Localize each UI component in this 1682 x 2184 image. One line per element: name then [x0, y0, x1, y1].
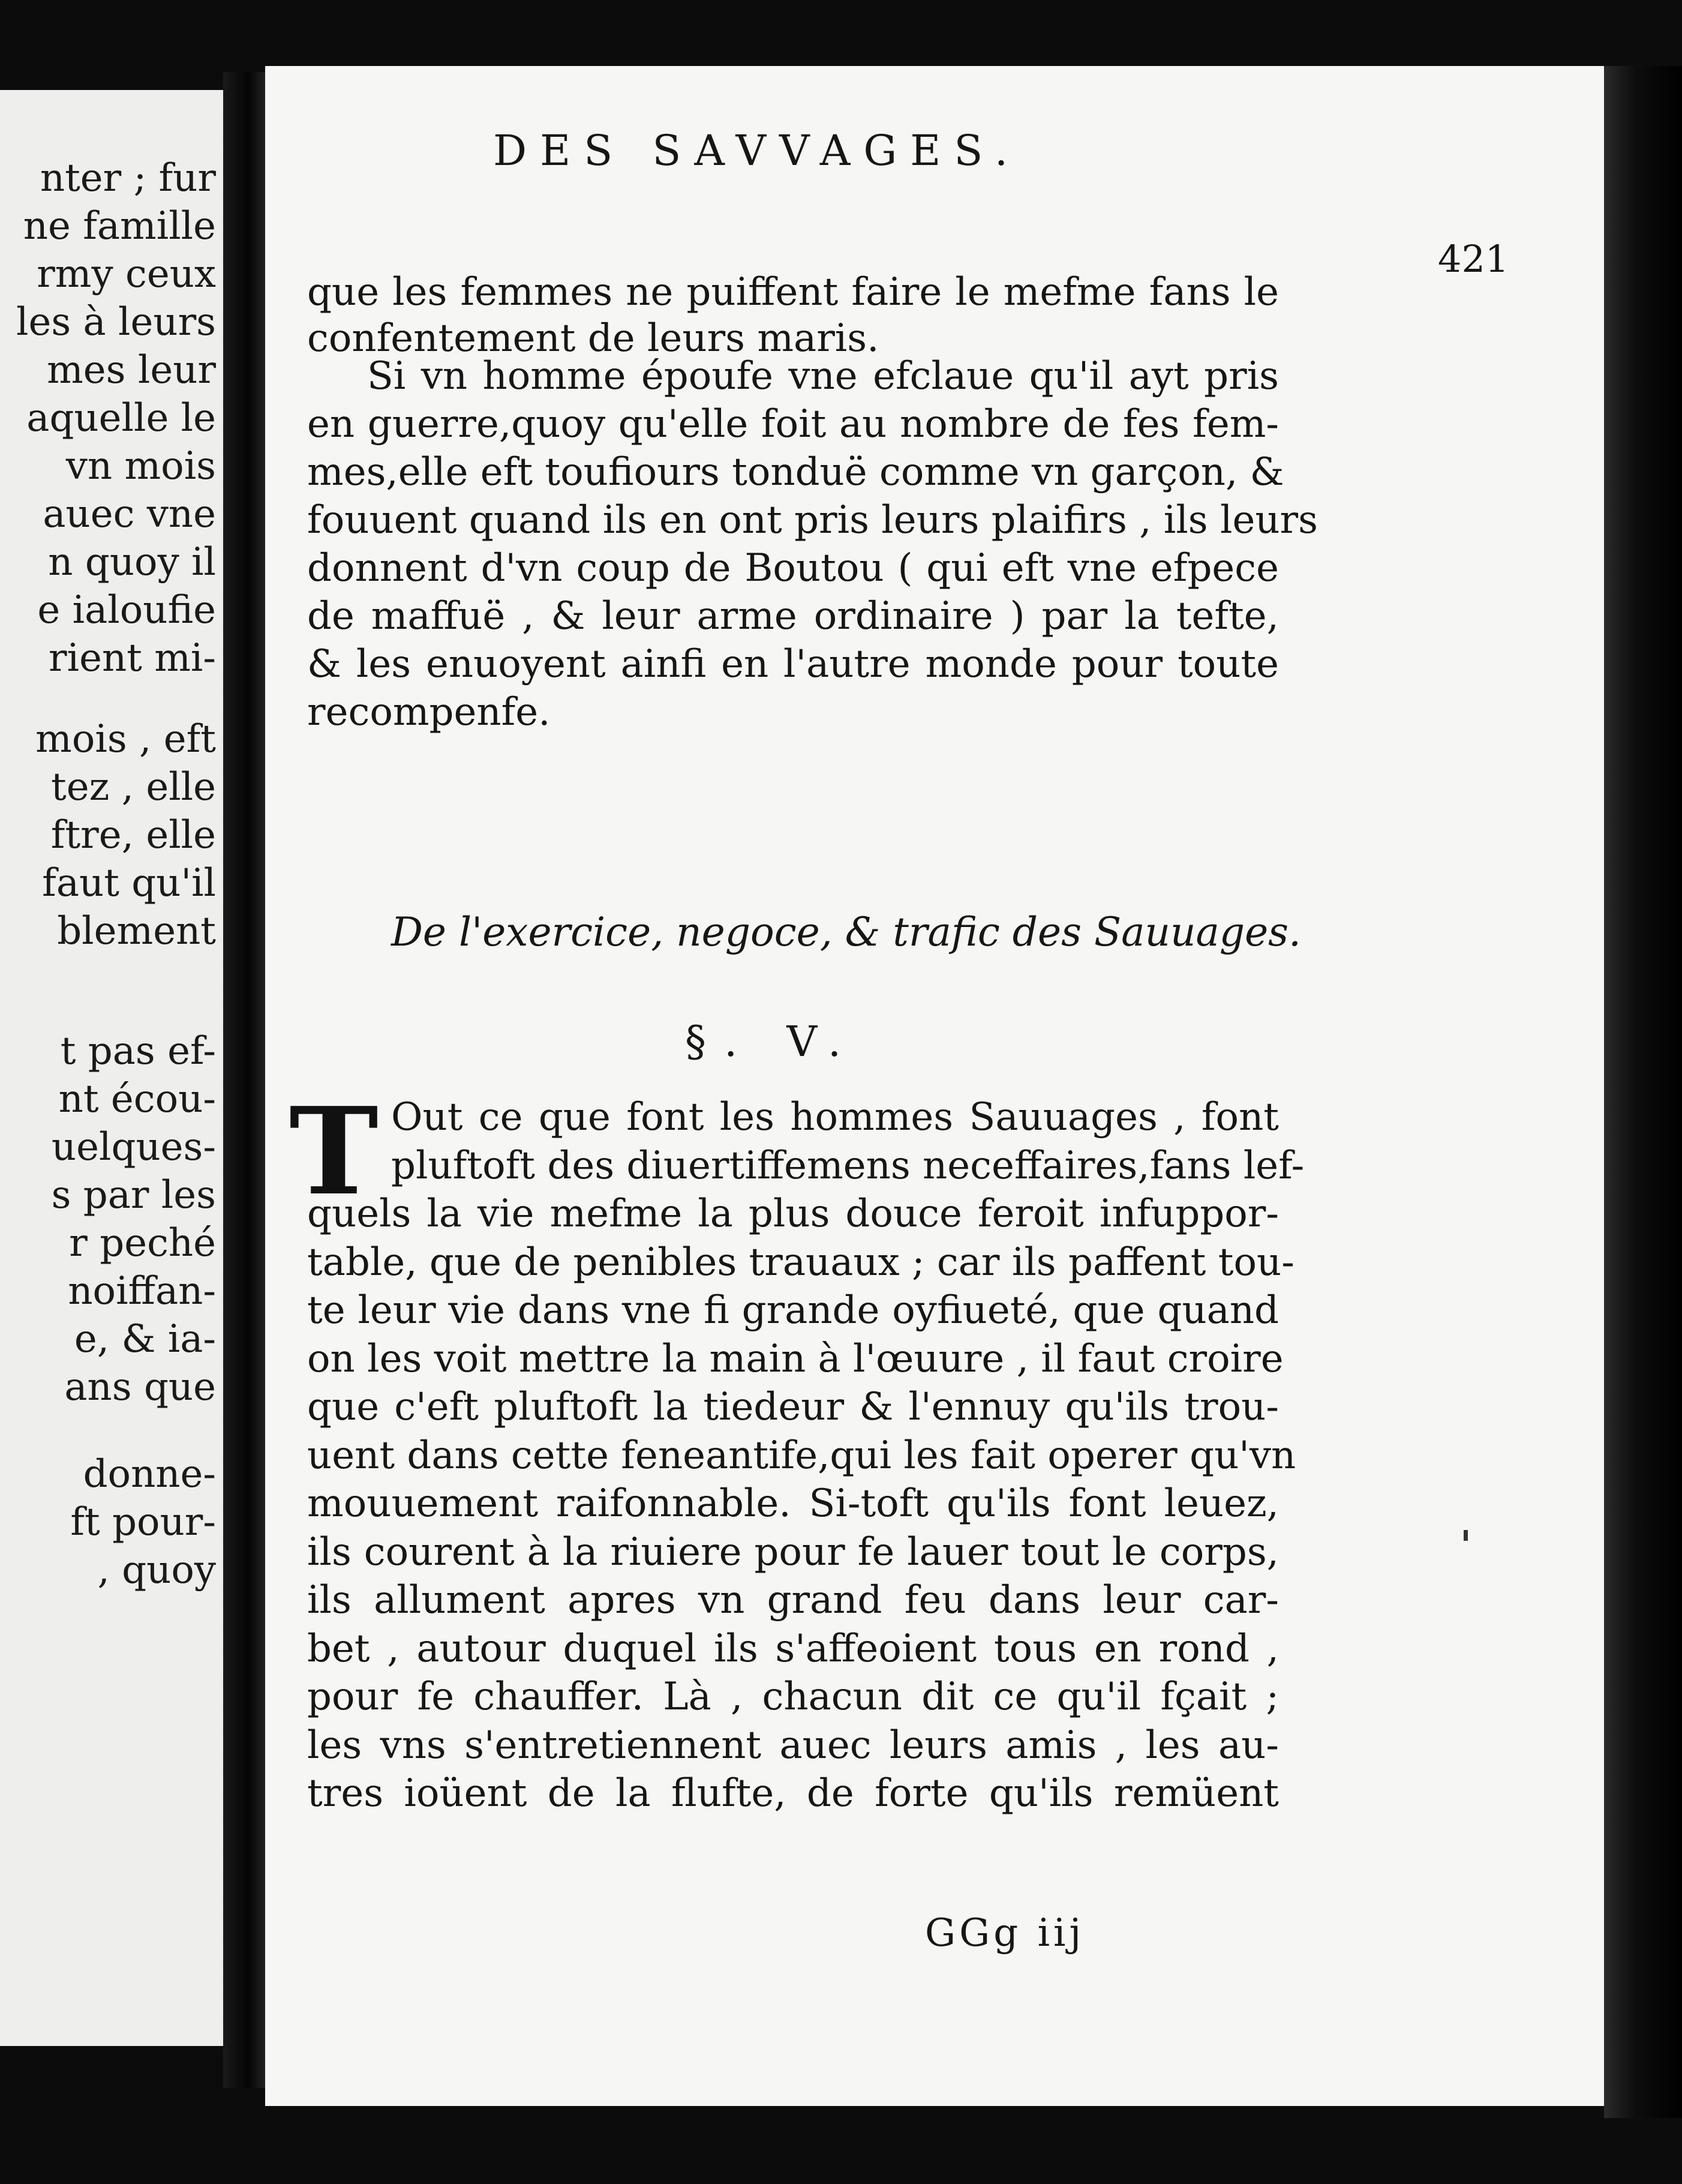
- left-page-line: vn mois: [65, 444, 216, 488]
- text-line: donnent d'vn coup de Boutou ( qui eft vne efpece: [307, 546, 1279, 590]
- right-page: [265, 66, 1604, 2106]
- text-line: tres ioüent de la flufte, de forte qu'ils remüent: [307, 1771, 1279, 1816]
- page-number: 421: [1438, 237, 1509, 281]
- text-line: de maffuë , & leur arme ordinaire ) par la tefte,: [307, 594, 1279, 638]
- text-line: que les femmes ne puiffent faire le mefme fans le: [307, 270, 1279, 314]
- left-page-line: auec vne: [43, 492, 216, 536]
- text-line: Si vn homme époufe vne efclaue qu'il ayt pris: [367, 354, 1279, 398]
- left-page-line: les à leurs: [16, 300, 216, 344]
- left-page-line: mois , eft: [35, 717, 216, 761]
- left-page-line: aquelle le: [26, 396, 216, 440]
- left-page-line: n quoy il: [48, 540, 216, 584]
- text-line: te leur vie dans vne fi grande oyfiueté, que quand: [307, 1288, 1279, 1333]
- left-page-line: e, & ia-: [74, 1317, 216, 1361]
- text-line: fouuent quand ils en ont pris leurs plaifirs , ils leurs: [307, 498, 1318, 542]
- running-head: DES SAVVAGES.: [493, 126, 1022, 175]
- text-line: que c'eft pluftoft la tiedeur & l'ennuy qu'ils trou-: [307, 1385, 1279, 1429]
- text-line: pluftoft des diuertiffemens neceffaires,fans lef-: [391, 1143, 1305, 1188]
- left-page-line: t pas ef-: [60, 1029, 216, 1073]
- text-line: uent dans cette feneantife,qui les fait operer qu'vn: [307, 1433, 1296, 1478]
- text-line: confentement de leurs maris.: [307, 316, 879, 361]
- text-line: Out ce que font les hommes Sauuages , font: [391, 1095, 1279, 1139]
- left-page-line: faut qu'il: [42, 861, 216, 905]
- left-page-line: e ialoufie: [37, 588, 216, 632]
- signature-mark: GGg iij: [925, 1911, 1085, 1955]
- section-mark: §. V.: [685, 1017, 860, 1066]
- text-line: bet , autour duquel ils s'affeoient tous en rond ,: [307, 1626, 1279, 1671]
- left-page-line: rient mi-: [49, 636, 216, 680]
- left-page-line: noiffan-: [68, 1269, 216, 1313]
- left-page-line: rmy ceux: [37, 252, 216, 296]
- text-line: & les enuoyent ainfi en l'autre monde pour toute: [307, 642, 1279, 686]
- text-line: on les voit mettre la main à l'œuure , il faut croire: [307, 1336, 1284, 1381]
- right-book-edge: [1604, 66, 1682, 2118]
- left-page-line: nt écou-: [58, 1077, 216, 1121]
- text-line: pour fe chauffer. Là , chacun dit ce qu'il fçait ;: [307, 1675, 1279, 1719]
- left-page-fragment: [0, 90, 223, 2046]
- left-page-line: s par les: [51, 1173, 216, 1217]
- left-page-line: blement: [57, 909, 216, 953]
- text-line: table, que de penibles trauaux ; car ils paffent tou-: [307, 1240, 1294, 1285]
- text-line: mouuement raifonnable. Si-toft qu'ils font leuez,: [307, 1481, 1279, 1526]
- text-line: ils allument apres vn grand feu dans leur car-: [307, 1578, 1279, 1622]
- book-gutter: [223, 72, 265, 2088]
- text-line: en guerre,quoy qu'elle foit au nombre de fes fem-: [307, 402, 1279, 446]
- text-line: ils courent à la riuiere pour fe lauer tout le corps,: [307, 1529, 1279, 1574]
- left-page-line: tez , elle: [50, 765, 216, 809]
- left-page-line: r peché: [69, 1221, 216, 1265]
- left-page-line: donne-: [83, 1452, 216, 1496]
- left-page-line: nter ; fur: [40, 156, 216, 200]
- text-line: quels la vie mefme la plus douce feroit infuppor-: [307, 1192, 1279, 1236]
- left-page-line: ne famille: [23, 204, 216, 248]
- section-heading: De l'exercice, negoce, & trafic des Sauuages.: [391, 909, 1302, 955]
- left-page-line: ans que: [64, 1365, 216, 1409]
- text-line: recompenfe.: [307, 690, 551, 734]
- left-page-line: ftre, elle: [50, 813, 216, 857]
- left-page-line: ft pour-: [70, 1500, 216, 1544]
- ink-speck: [1464, 1530, 1468, 1541]
- text-line: les vns s'entretiennent auec leurs amis , les au-: [307, 1723, 1279, 1768]
- left-page-line: uelques-: [51, 1125, 216, 1169]
- text-line: mes,elle eft toufiours tonduë comme vn garçon, &: [307, 450, 1284, 494]
- drop-capital: T: [289, 1081, 379, 1222]
- left-page-line: , quoy: [97, 1548, 216, 1592]
- left-page-line: mes leur: [47, 348, 216, 392]
- page-header: [493, 126, 1393, 175]
